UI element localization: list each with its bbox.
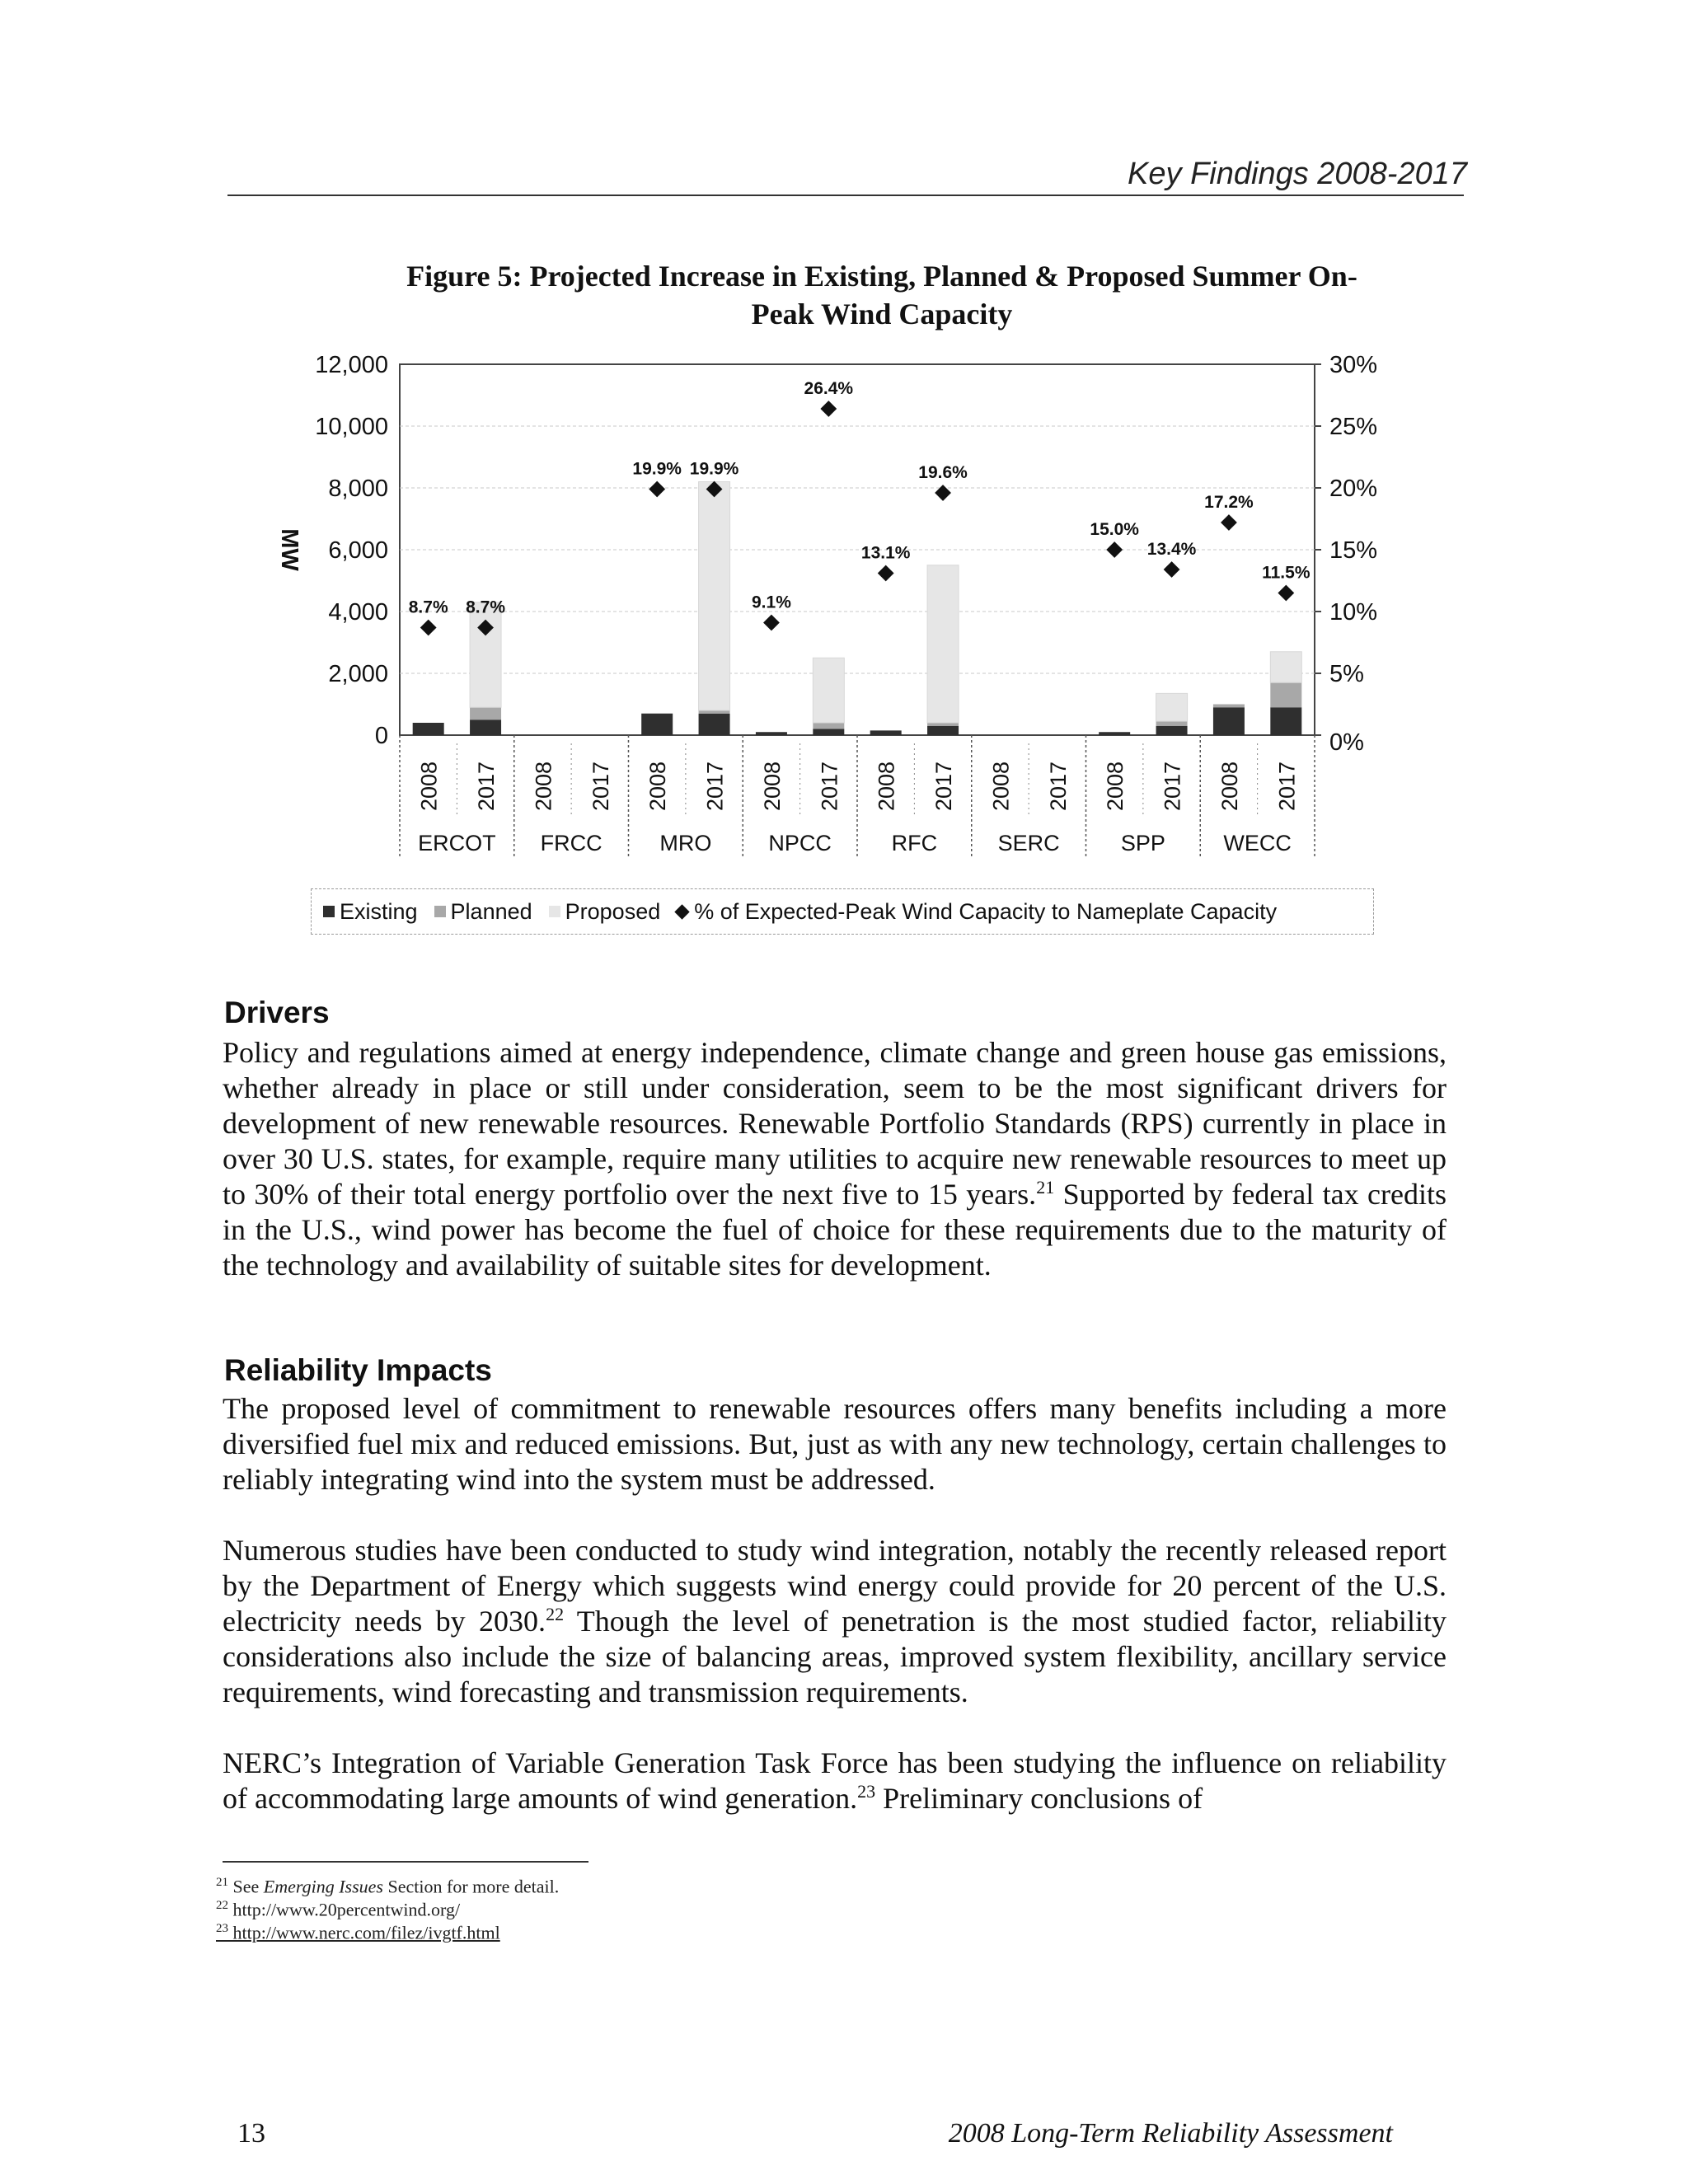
- x-year-label: 2017: [702, 761, 728, 812]
- y2-tick-label: 25%: [1329, 414, 1378, 440]
- drivers-heading: Drivers: [224, 996, 330, 1029]
- pct-marker-npcc-2008: [763, 615, 780, 631]
- x-year-label: 2008: [988, 761, 1014, 812]
- footnote-23-num: 23: [216, 1922, 228, 1935]
- x-group-label-frcc: FRCC: [540, 831, 603, 855]
- footnote-ref-21: 21: [1036, 1177, 1055, 1197]
- reliability-heading: Reliability Impacts: [224, 1353, 492, 1387]
- page-number: 13: [237, 2118, 265, 2149]
- footnote-23: [216, 1919, 500, 1943]
- bar-existing-npcc-2017: [813, 729, 844, 736]
- pct-label-rfc-2008: 13.1%: [860, 543, 911, 563]
- pct-marker-spp-2008: [1106, 541, 1123, 558]
- pct-label-rfc-2017: 19.6%: [918, 463, 968, 482]
- bar-proposed-npcc-2017: [813, 658, 844, 723]
- bar-planned-wecc-2008: [1213, 705, 1245, 708]
- y-tick-label: 8,000: [328, 476, 388, 502]
- legend-existing-label: Existing: [340, 898, 418, 924]
- pct-marker-wecc-2008: [1221, 514, 1237, 531]
- x-year-label: 2008: [531, 761, 556, 812]
- footnote-21-post: Section for more detail.: [383, 1876, 560, 1897]
- pct-marker-spp-2017: [1164, 561, 1180, 578]
- figure-title: [363, 257, 1401, 333]
- figure-title-line-1: Figure 5: Projected Increase in Existing, Planned & Proposed Summer On-: [406, 260, 1357, 293]
- y-tick-label: 6,000: [328, 537, 388, 564]
- chart-legend: [311, 888, 1374, 935]
- bar-existing-mro-2017: [699, 714, 730, 735]
- legend-pct-label: % of Expected-Peak Wind Capacity to Nameplate Capacity: [694, 898, 1278, 924]
- footnote-21: [216, 1872, 559, 1896]
- x-year-label: 2017: [1274, 761, 1300, 812]
- pct-label-npcc-2017: 26.4%: [804, 379, 854, 398]
- reliability-p2-text-b: Though the level of penetration is the most studied factor, reliability considerations also include the size of balancing areas, improved system flexibility, ancillary service requirements, wind forecasting and transmission requirements.: [223, 1605, 1447, 1708]
- bar-existing-rfc-2008: [870, 730, 902, 735]
- x-year-label: 2008: [416, 761, 442, 812]
- bar-existing-rfc-2017: [927, 726, 959, 735]
- pct-label-npcc-2008: 9.1%: [752, 593, 791, 612]
- bar-planned-ercot-2017: [470, 707, 501, 719]
- footnote-22-num: 22: [216, 1899, 228, 1912]
- y2-tick-label: 15%: [1329, 537, 1378, 564]
- footnote-ref-22: 22: [546, 1604, 565, 1624]
- x-group-label-spp: SPP: [1120, 831, 1165, 855]
- reliability-paragraph-2: [223, 1533, 1447, 1710]
- y2-tick-label: 5%: [1329, 661, 1364, 687]
- footer-title: 2008 Long-Term Reliability Assessment: [948, 2118, 1393, 2149]
- x-group-label-npcc: NPCC: [768, 831, 832, 855]
- x-year-label: 2017: [474, 761, 499, 812]
- x-group-label-rfc: RFC: [891, 831, 938, 855]
- reliability-paragraph-1: The proposed level of commitment to renewable resources offers many benefits including a more diversified fuel mix and reduced emissions. But, just as with any new technology, certain challenges to reliably integrating wind into the system must be addressed.: [223, 1392, 1447, 1496]
- reliability-paragraph-3: [223, 1746, 1447, 1816]
- bar-planned-mro-2017: [699, 710, 730, 714]
- bar-planned-wecc-2017: [1270, 682, 1301, 707]
- y-tick-label: 10,000: [315, 414, 388, 440]
- pct-label-spp-2008: 15.0%: [1090, 520, 1139, 539]
- pct-marker-rfc-2017: [935, 485, 951, 501]
- header-rule: [227, 194, 1464, 196]
- reliability-p3-text-b: Preliminary conclusions of: [875, 1782, 1203, 1815]
- bar-existing-spp-2017: [1156, 726, 1188, 735]
- footnote-22: [216, 1896, 460, 1919]
- pct-label-wecc-2008: 17.2%: [1204, 493, 1254, 512]
- bar-existing-mro-2008: [641, 714, 673, 735]
- pct-marker-ercot-2008: [420, 620, 437, 636]
- legend-planned-swatch: [434, 906, 446, 917]
- x-year-label: 2017: [588, 761, 613, 812]
- footnote-23-link[interactable]: http://www.nerc.com/filez/ivgtf.html: [232, 1922, 500, 1943]
- x-group-label-ercot: ERCOT: [418, 831, 496, 855]
- footnote-ref-23: 23: [857, 1781, 876, 1802]
- pct-marker-mro-2008: [649, 481, 665, 498]
- legend-diamond-icon: [675, 904, 690, 919]
- y-tick-label: 2,000: [328, 661, 388, 687]
- footnote-21-num: 21: [216, 1876, 228, 1889]
- x-group-label-mro: MRO: [659, 831, 712, 855]
- reliability-p2-text-a: Numerous studies have been conducted to study wind integration, notably the recently released report by the Department of Energy which suggests wind energy could provide for 20 percent of the U.S. electricity needs by 2030.: [223, 1534, 1447, 1638]
- pct-label-ercot-2008: 8.7%: [408, 598, 448, 617]
- bar-existing-npcc-2008: [756, 732, 787, 735]
- y2-tick-label: 10%: [1329, 599, 1378, 626]
- x-year-label: 2008: [1217, 761, 1242, 812]
- legend-existing-swatch: [323, 906, 335, 917]
- legend-proposed: [549, 899, 661, 925]
- x-year-label: 2008: [759, 761, 785, 812]
- x-year-label: 2017: [1160, 761, 1185, 812]
- x-year-label: 2017: [1045, 761, 1071, 812]
- footnote-rule: [223, 1861, 588, 1863]
- reliability-p3-text-a: NERC’s Integration of Variable Generation Task Force has been studying the influence on reliability of accommodating large amounts of wind generation.: [223, 1746, 1447, 1815]
- x-year-label: 2008: [874, 761, 899, 812]
- y2-tick-label: 20%: [1329, 476, 1378, 502]
- bar-existing-ercot-2017: [470, 719, 501, 735]
- bar-existing-spp-2008: [1099, 732, 1130, 735]
- legend-planned-label: Planned: [450, 898, 532, 924]
- x-year-label: 2017: [931, 761, 957, 812]
- bar-planned-spp-2017: [1156, 721, 1188, 726]
- legend-proposed-swatch: [549, 906, 560, 917]
- drivers-text-b: Supported by federal tax credits in the U.S., wind power has become the fuel of choice for these requirements due to the maturity of the technology and availability of suitable sites for development.: [223, 1178, 1447, 1282]
- legend-planned: [434, 899, 532, 925]
- footnote-22-link[interactable]: http://www.20percentwind.org/: [232, 1899, 461, 1920]
- x-group-label-serc: SERC: [997, 831, 1060, 855]
- pct-label-mro-2008: 19.9%: [632, 459, 682, 479]
- pct-label-spp-2017: 13.4%: [1146, 540, 1197, 559]
- x-year-label: 2017: [817, 761, 842, 812]
- pct-label-mro-2017: 19.9%: [689, 459, 739, 479]
- x-year-label: 2008: [1103, 761, 1128, 812]
- bar-existing-wecc-2008: [1213, 707, 1245, 735]
- bar-proposed-spp-2017: [1156, 693, 1188, 721]
- drivers-text-a: Policy and regulations aimed at energy independence, climate change and green house gas emissions, whether already in place or still under consideration, seem to be the most significant drivers for development of new renewable resources. Renewable Portfolio Standards (RPS) currently in place in over 30 U.S. states, for example, require many utilities to acquire new renewable resources to meet up to 30% of their total energy portfolio over the next five to 15 years.: [223, 1036, 1447, 1211]
- pct-marker-wecc-2017: [1278, 585, 1294, 602]
- bar-planned-npcc-2017: [813, 723, 844, 729]
- footnote-21-pre: See: [232, 1876, 264, 1897]
- bar-proposed-mro-2017: [699, 482, 730, 711]
- y-axis-title: MW: [276, 528, 302, 571]
- bar-planned-rfc-2017: [927, 723, 959, 726]
- legend-pct: [677, 899, 1277, 925]
- footnote-21-emphasis: Emerging Issues: [263, 1876, 383, 1897]
- pct-marker-npcc-2017: [820, 401, 837, 417]
- pct-label-wecc-2017: 11.5%: [1262, 563, 1311, 583]
- bar-existing-wecc-2017: [1270, 707, 1301, 735]
- bar-proposed-rfc-2017: [927, 565, 959, 723]
- x-group-label-wecc: WECC: [1223, 831, 1292, 855]
- figure-title-line-2: Peak Wind Capacity: [751, 298, 1013, 330]
- y-tick-label: 4,000: [328, 599, 388, 626]
- drivers-paragraph: [223, 1035, 1447, 1283]
- bar-proposed-wecc-2017: [1270, 652, 1301, 683]
- bar-existing-ercot-2008: [413, 723, 444, 735]
- y-tick-label: 0: [374, 723, 388, 749]
- x-year-label: 2008: [645, 761, 671, 812]
- legend-proposed-label: Proposed: [565, 898, 661, 924]
- y2-tick-label: 0%: [1329, 729, 1364, 756]
- pct-marker-rfc-2008: [878, 565, 894, 582]
- y2-tick-label: 30%: [1329, 352, 1378, 378]
- bar-proposed-ercot-2017: [470, 602, 501, 708]
- running-header: Key Findings 2008-2017: [1128, 157, 1467, 191]
- wind-capacity-chart: [223, 338, 1442, 865]
- legend-existing: [323, 899, 418, 925]
- pct-label-ercot-2017: 8.7%: [466, 598, 505, 617]
- y-tick-label: 12,000: [315, 352, 388, 378]
